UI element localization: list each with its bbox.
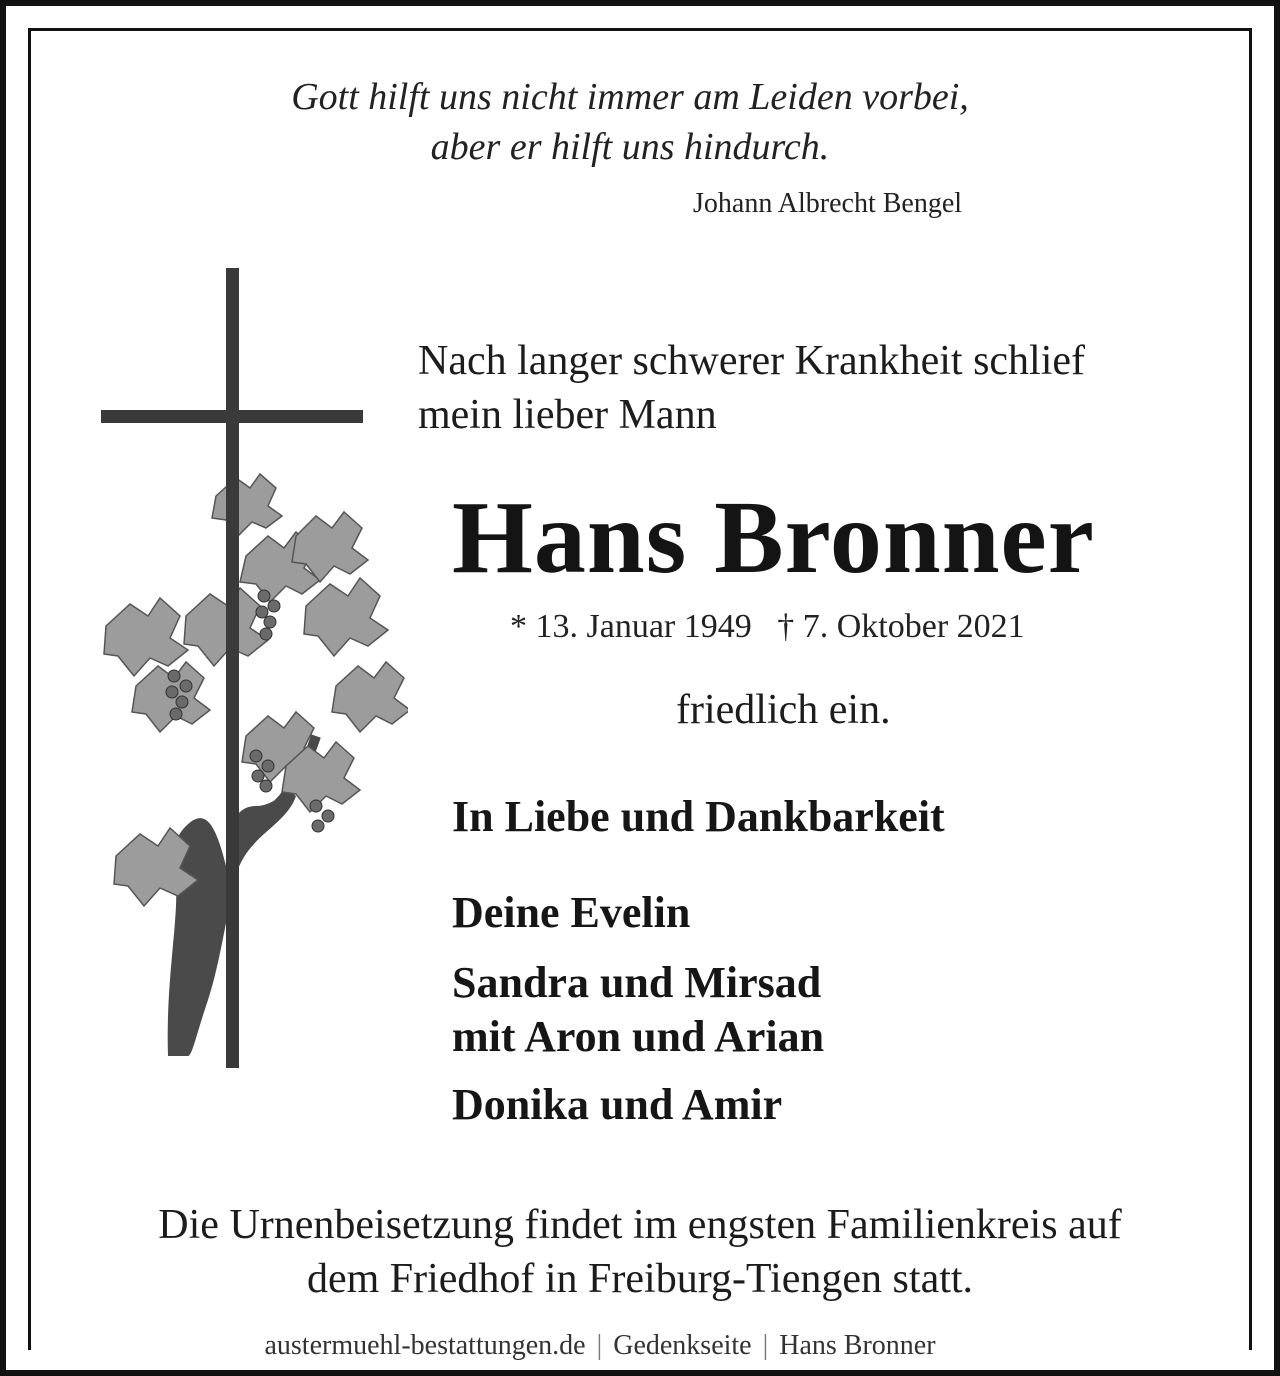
funeral-line-2: dem Friedhof in Freiburg-Tiengen statt. <box>306 1256 974 1302</box>
deceased-name: Hans Bronner <box>452 480 1095 595</box>
intro-line-1: Nach langer schwerer Krankheit schlief <box>418 338 1086 384</box>
mourner-line-3: mit Aron und Arian <box>452 1012 825 1061</box>
intro-text <box>418 334 1085 442</box>
closing-phrase: friedlich ein. <box>676 687 891 733</box>
intro-line-2: mein lieber Mann <box>418 392 717 438</box>
footer-separator: | <box>762 1330 769 1361</box>
mourner-line-1: Deine Evelin <box>452 888 691 937</box>
mourner-line-2: Sandra und Mirsad <box>452 958 822 1007</box>
funeral-line-1: Die Urnenbeisetzung findet im engsten Familienkreis auf <box>158 1202 1122 1248</box>
footer-name: Hans Bronner <box>779 1330 936 1361</box>
life-dates: * 13. Januar 1949 † 7. Oktober 2021 <box>510 608 1025 645</box>
footer <box>0 1330 1200 1362</box>
funeral-notice <box>0 1198 1280 1306</box>
footer-page-link[interactable]: Gedenkseite <box>613 1330 752 1361</box>
mourner-line-4: Donika und Amir <box>452 1080 783 1129</box>
cross-with-grapevine-icon <box>96 266 408 1072</box>
footer-site-link[interactable]: austermuehl-bestattungen.de <box>264 1330 586 1361</box>
mourners-heading: In Liebe und Dankbarkeit <box>452 792 945 841</box>
footer-separator: | <box>596 1330 603 1361</box>
quote-line-2: aber er hilft uns hindurch. <box>430 126 830 168</box>
quote-line-1: Gott hilft uns nicht immer am Leiden vorbei, <box>291 76 969 118</box>
quote-author: Johann Albrecht Bengel <box>693 188 963 219</box>
